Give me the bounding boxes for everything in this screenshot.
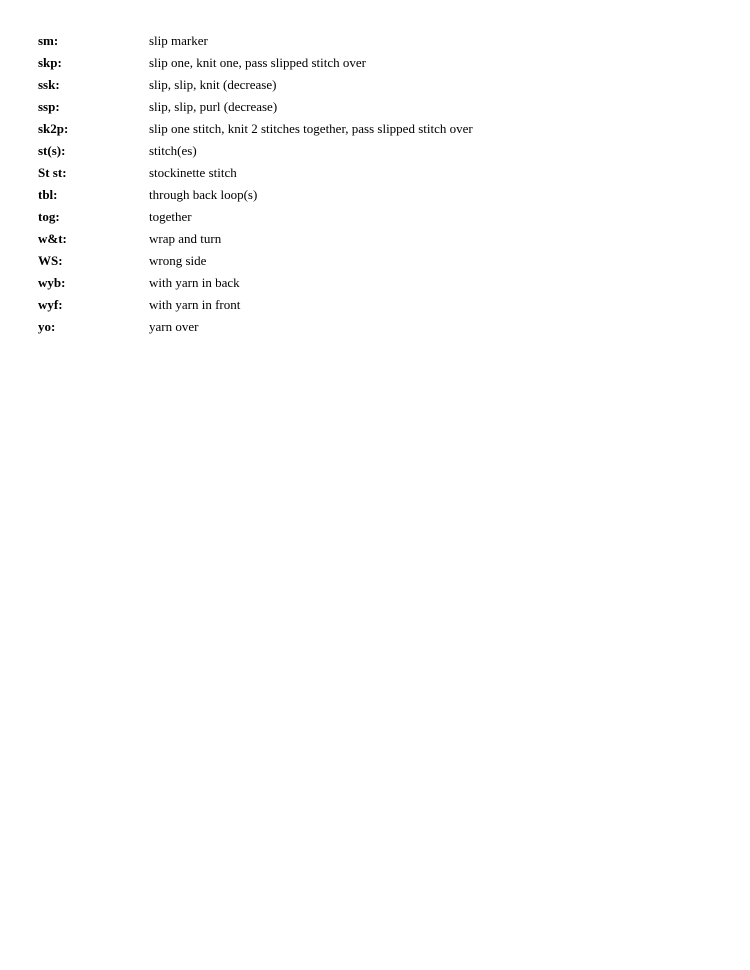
glossary-term: ssk: bbox=[38, 77, 60, 92]
glossary-term: wyb: bbox=[38, 275, 66, 290]
glossary-definition: wrap and turn bbox=[149, 231, 222, 246]
glossary-row bbox=[38, 206, 473, 228]
glossary-term: tbl: bbox=[38, 187, 58, 202]
glossary-row bbox=[38, 52, 473, 74]
glossary-row bbox=[38, 74, 473, 96]
glossary-definition: slip one stitch, knit 2 stitches together, pass slipped stitch over bbox=[149, 121, 473, 136]
glossary-row bbox=[38, 118, 473, 140]
glossary-term: St st: bbox=[38, 165, 67, 180]
glossary-definition: stitch(es) bbox=[149, 143, 197, 158]
glossary-definition: wrong side bbox=[149, 253, 207, 268]
glossary-row bbox=[38, 184, 473, 206]
glossary-definition: through back loop(s) bbox=[149, 187, 258, 202]
glossary-term: skp: bbox=[38, 55, 62, 70]
abbreviation-glossary bbox=[38, 30, 473, 338]
glossary-definition: slip one, knit one, pass slipped stitch over bbox=[149, 55, 367, 70]
glossary-row bbox=[38, 140, 473, 162]
glossary-definition: slip marker bbox=[149, 33, 208, 48]
glossary-definition: together bbox=[149, 209, 192, 224]
glossary-definition: with yarn in front bbox=[149, 297, 241, 312]
glossary-row bbox=[38, 294, 473, 316]
glossary-term: WS: bbox=[38, 253, 63, 268]
glossary-row bbox=[38, 272, 473, 294]
glossary-row bbox=[38, 316, 473, 338]
glossary-definition: stockinette stitch bbox=[149, 165, 237, 180]
glossary-term: tog: bbox=[38, 209, 60, 224]
glossary-term: st(s): bbox=[38, 143, 66, 158]
glossary-term: sk2p: bbox=[38, 121, 69, 136]
glossary-row bbox=[38, 30, 473, 52]
glossary-row bbox=[38, 162, 473, 184]
glossary-term: w&t: bbox=[38, 231, 67, 246]
glossary-row bbox=[38, 96, 473, 118]
glossary-row bbox=[38, 228, 473, 250]
glossary-term: yo: bbox=[38, 319, 56, 334]
glossary-term: sm: bbox=[38, 33, 59, 48]
glossary-term: wyf: bbox=[38, 297, 63, 312]
glossary-definition: slip, slip, knit (decrease) bbox=[149, 77, 277, 92]
glossary-definition: slip, slip, purl (decrease) bbox=[149, 99, 278, 114]
glossary-definition: with yarn in back bbox=[149, 275, 240, 290]
glossary-definition: yarn over bbox=[149, 319, 199, 334]
glossary-term: ssp: bbox=[38, 99, 60, 114]
glossary-row bbox=[38, 250, 473, 272]
